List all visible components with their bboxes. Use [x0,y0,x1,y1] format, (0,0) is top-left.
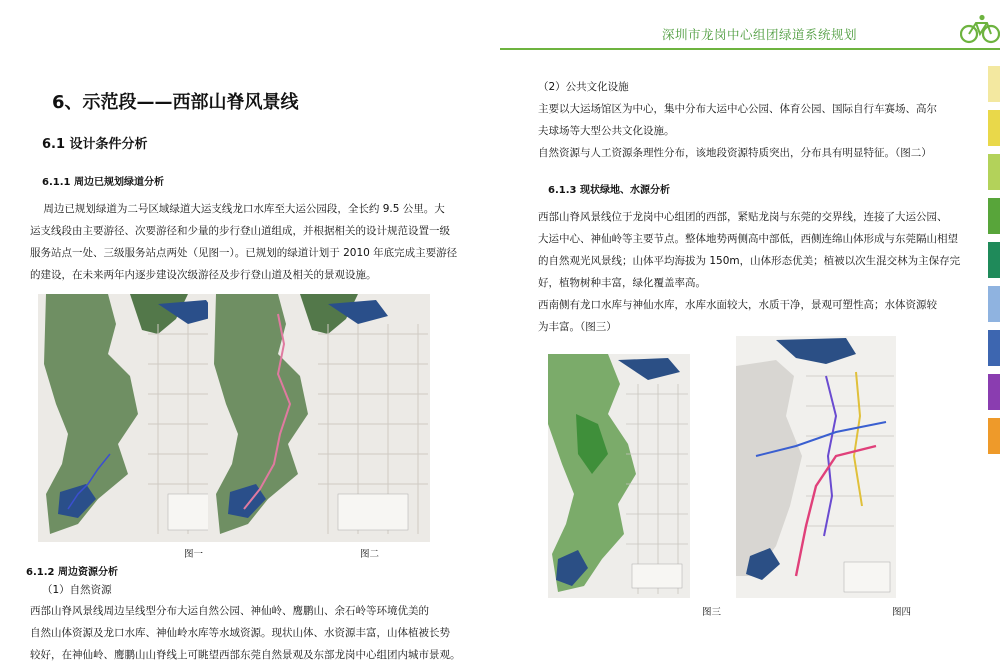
paragraph: 西部山脊风景线周边呈线型分布大运自然公园、神仙岭、鹰鹏山、余石岭等环境优美的 自然山体资源及龙口水库、神仙岭水库等水域资源。现状山体、水资源丰富，山体植被长势 较好，在神仙岭、鹰鹏山山脊线上可眺望西部东莞自然景观及东部龙岗中心组团内城市景观。 [30,605,461,661]
subsubsection-title: 6.1.1 周边已规划绿道分析 [42,177,164,188]
subsection-title: 6.1 设计条件分析 [42,137,148,152]
list-item-heading: （1）自然资源 [42,584,112,596]
map-figure-4 [736,336,896,598]
chapter-tab[interactable] [988,242,1000,278]
chapter-tab[interactable] [988,418,1000,454]
bicycle-icon [960,14,1000,44]
list-item-heading: （2）公共文化设施 [538,81,629,93]
chapter-tab[interactable] [988,66,1000,102]
paragraph: 周边已规划绿道为二号区域绿道大运支线龙口水库至大运公园段，全长约 9.5 公里。大 运支线段由主要游径、次要游径和少量的步行登山道组成，并根据相关的设计规范设置一级 服务站点一处、三级服务站点两处（见图一）。已规划的绿道计划于 2010 年底完成主要游径 的建设，在未来两年内逐步建设次级游径及步行登山道及相关的景观设施。 [30,203,458,281]
figure-caption-1: 图一 [184,549,204,560]
header-divider [500,48,1000,50]
chapter-tab[interactable] [988,110,1000,146]
chapter-tab[interactable] [988,330,1000,366]
header-title: 深圳市龙岗中心组团绿道系统规划 [662,27,858,42]
paragraph: 主要以大运场馆区为中心，集中分布大运中心公园、体育公园、国际自行车赛场、高尔 夫球场等大型公共文化设施。 自然资源与人工资源条理性分布，该地段资源特质突出，分布具有明显特征。（图二） [538,103,937,159]
chapter-tabs [988,66,1000,462]
figure-caption-3: 图三 [702,607,722,618]
map-figure-2 [208,294,430,542]
figure-caption-2: 图二 [360,549,380,560]
subsubsection-title: 6.1.3 现状绿地、水源分析 [548,185,670,196]
paragraph: 西部山脊风景线位于龙岗中心组团的西部，紧贴龙岗与东莞的交界线，连接了大运公园、 大运中心、神仙岭等主要节点。整体地势两侧高中部低，西侧连绵山体形成与东莞隔山相望 的自然观光风景线；山体平均海拔为 150m，山体形态优美；植被以次生混交林为主保存完 好，植物树种丰富，绿化覆盖率高。 西南侧有龙口水库与神仙水库，水库水面较大，水质干净，景观可塑性高；水体资源较 为丰富。（图三） [538,211,961,333]
map-figure-3 [548,354,690,598]
figure-caption-4: 图四 [892,607,912,618]
chapter-tab[interactable] [988,286,1000,322]
chapter-tab[interactable] [988,374,1000,410]
subsubsection-title: 6.1.2 周边资源分析 [26,567,118,578]
chapter-tab[interactable] [988,154,1000,190]
section-title: 6、示范段——西部山脊风景线 [52,92,299,113]
chapter-tab[interactable] [988,198,1000,234]
